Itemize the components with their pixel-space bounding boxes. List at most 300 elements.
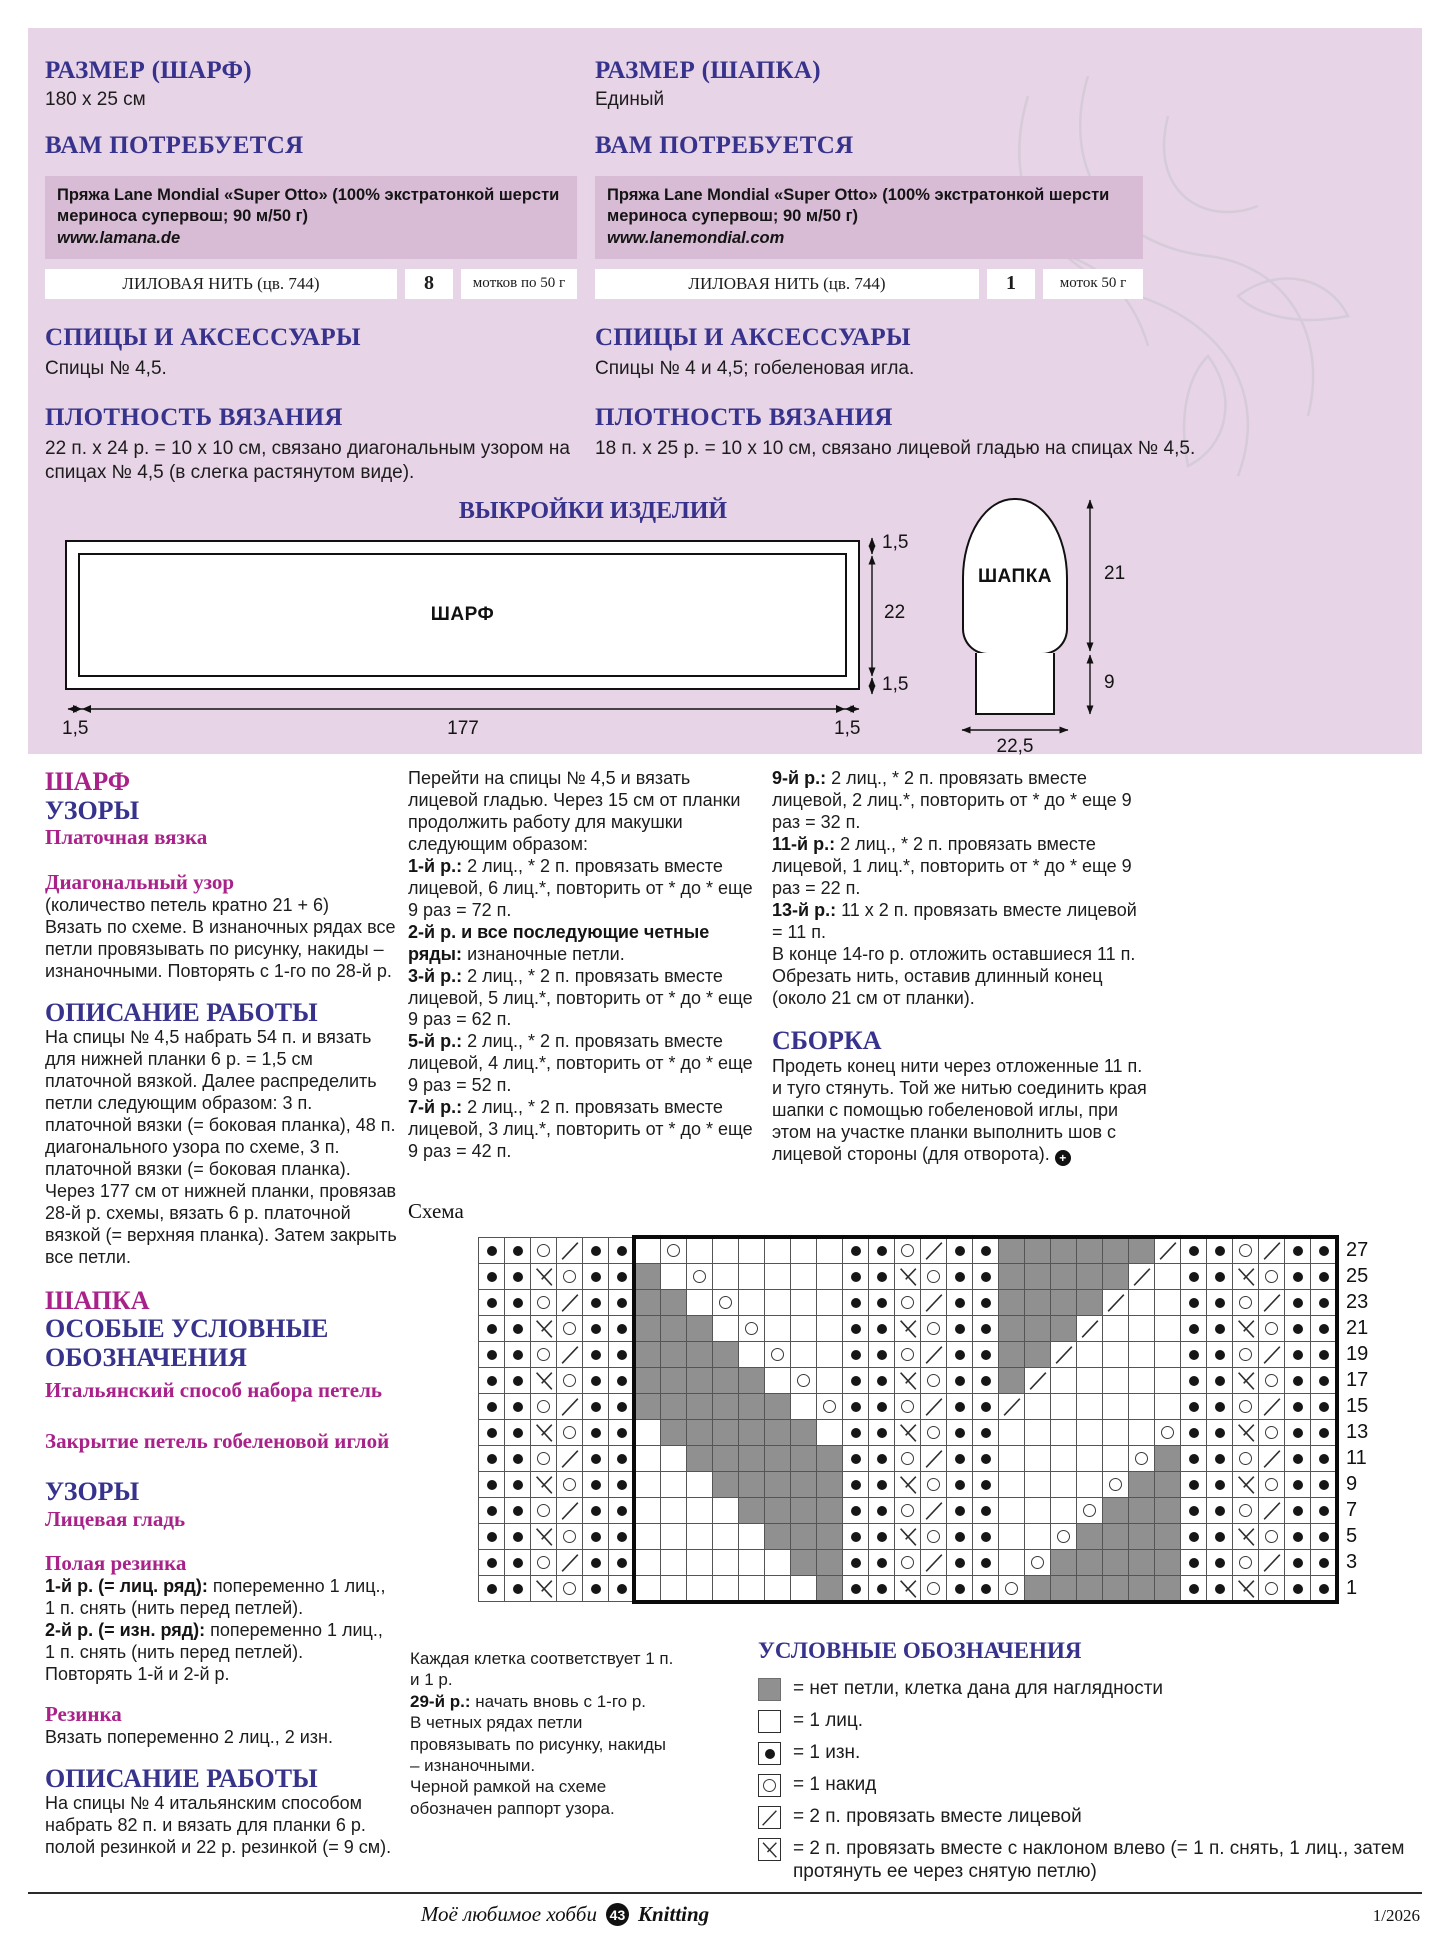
purl-dot-icon [487,1324,497,1334]
chart-cell [1103,1264,1129,1290]
chart-cell [713,1524,739,1550]
chart-cell [973,1368,999,1394]
chart-cell [505,1316,531,1342]
chart-cell [1181,1264,1207,1290]
purl-dot-icon [513,1558,523,1568]
diagonal-pattern-subheading: Диагональный узор [45,869,235,894]
yarnover-ring-icon [927,1530,940,1543]
left-slant-decrease-icon [896,1265,920,1289]
instruction-row: 11-й р.: 2 лиц., * 2 п. провязать вместе лицевой, 1 лиц.*, повторить от * до * еще 9 раз = 22 п. [772,833,1132,898]
chart-cell [739,1342,765,1368]
instruction-row: Обрезать нить, оставив длинный конец (около 21 см от планки). [772,965,1103,1008]
chart-grid [478,1237,1337,1602]
chart-cell [973,1576,999,1602]
hat-heading: ШАПКА [45,1285,150,1315]
purl-dot-icon [591,1532,601,1542]
chart-cell [817,1550,843,1576]
hat-dim-brim: 9 [1104,672,1115,693]
purl-dot-icon [591,1480,601,1490]
left-slant-decrease-icon [1234,1317,1258,1341]
chart-cell [843,1238,869,1264]
chart-cell [1207,1498,1233,1524]
chart-cell [661,1498,687,1524]
chart-cell [609,1394,635,1420]
chart-cell [1077,1472,1103,1498]
chart-cell [765,1394,791,1420]
purl-dot-icon [1215,1376,1225,1386]
chart-cell [1233,1290,1259,1316]
purl-dot-icon [877,1558,887,1568]
chart-cell [791,1342,817,1368]
chart-cell [791,1264,817,1290]
chart-cell [869,1550,895,1576]
scarf-work-heading: ОПИСАНИЕ РАБОТЫ [45,997,318,1027]
chart-cell [973,1498,999,1524]
chart-cell [843,1550,869,1576]
purl-dot-icon [487,1454,497,1464]
chart-cell [765,1342,791,1368]
chart-cell [1181,1238,1207,1264]
chart-cell [869,1576,895,1602]
purl-dot-icon [513,1324,523,1334]
purl-dot-icon [1215,1480,1225,1490]
chart-cell [1285,1368,1311,1394]
chart-cell [973,1446,999,1472]
purl-dot-icon [591,1272,601,1282]
chart-cell [1285,1524,1311,1550]
hat-yarn-text: Пряжа Lane Mondial «Super Otto» (100% экстратонкой шерсти мериноса супервош; 90 м/50 г) [607,185,1110,226]
purl-dot-icon [617,1350,627,1360]
scarf-yarn-unit: мотков по 50 г [461,269,577,299]
chart-cell [1025,1368,1051,1394]
chart-cell [557,1550,583,1576]
chart-cell [921,1550,947,1576]
chart-cell [1259,1264,1285,1290]
purl-dot-icon [765,1749,775,1759]
yarnover-ring-icon [719,1296,732,1309]
chart-cell [739,1446,765,1472]
purl-dot-icon [851,1480,861,1490]
chart-cell [1181,1498,1207,1524]
hat-special-heading: ОСОБЫЕ УСЛОВНЫЕ ОБОЗНАЧЕНИЯ [45,1314,329,1372]
chart-cell [1129,1316,1155,1342]
legend-item [758,1806,1410,1829]
purl-dot-icon [877,1402,887,1412]
chart-cell [1025,1472,1051,1498]
purl-dot-icon [1215,1532,1225,1542]
page-number-badge: 43 [606,1903,629,1926]
purl-dot-icon [981,1558,991,1568]
scarf-yarn-box [45,176,577,259]
hat-gauge-text: 18 п. х 25 р. = 10 х 10 см, связано лицевой гладью на спицах № 4,5. [595,438,1196,460]
chart-cell [1155,1264,1181,1290]
chart-cell [1155,1316,1181,1342]
chart-cell [1025,1420,1051,1446]
purl-dot-icon [1189,1532,1199,1542]
k2tog-icon [1260,1499,1284,1523]
yarnover-ring-icon [537,1400,550,1413]
footer-brand [0,1902,1130,1927]
yarnover-ring-icon [1239,1400,1252,1413]
yarnover-ring-icon [1239,1504,1252,1517]
chart-cell [895,1342,921,1368]
chart-cell [1025,1290,1051,1316]
chart-cell [661,1550,687,1576]
chart-row-number: 7 [1346,1499,1358,1521]
chart-cell [1025,1316,1051,1342]
yarnover-ring-icon [1265,1322,1278,1335]
chart-cell [1233,1576,1259,1602]
chart-cell [479,1394,505,1420]
legend-symbol-box [758,1806,781,1829]
chart-cell [687,1394,713,1420]
purl-dot-icon [617,1428,627,1438]
purl-dot-icon [1293,1454,1303,1464]
chart-cell [1103,1290,1129,1316]
chart-cell [895,1290,921,1316]
chart-cell [557,1342,583,1368]
purl-dot-icon [617,1272,627,1282]
legend-symbol-box [758,1710,781,1733]
chart-row [479,1290,1337,1316]
chart-cell [479,1290,505,1316]
hat-size-title: РАЗМЕР (ШАПКА) [595,57,821,84]
chart-cell [687,1472,713,1498]
k2tog-icon [558,1551,582,1575]
purl-dot-icon [487,1532,497,1542]
purl-dot-icon [1215,1402,1225,1412]
purl-dot-icon [1215,1324,1225,1334]
chart-row-number: 25 [1346,1265,1369,1287]
legend-item-text: = 2 п. провязать вместе с наклоном влево (= 1 п. снять, 1 лиц., затем протянуть ее через снятую петлю) [793,1838,1405,1882]
chart-cell [843,1316,869,1342]
tubular-rib-subheading: Полая резинка [45,1551,187,1576]
purl-dot-icon [981,1402,991,1412]
chart-cell [557,1498,583,1524]
chart-cell [739,1472,765,1498]
chart-cell [1077,1576,1103,1602]
chart-cell [635,1368,661,1394]
chart-cell [791,1420,817,1446]
chart-cell [947,1550,973,1576]
yarnover-ring-icon [927,1582,940,1595]
chart-cell [1233,1342,1259,1368]
chart-cell [1129,1420,1155,1446]
yarnover-ring-icon [1135,1452,1148,1465]
chart-cell [687,1316,713,1342]
yarnover-ring-icon [1265,1270,1278,1283]
purl-dot-icon [591,1584,601,1594]
chart-cell [635,1264,661,1290]
chart-cell [609,1472,635,1498]
scarf-schematic-inner [78,553,847,677]
purl-dot-icon [1319,1558,1329,1568]
purl-dot-icon [955,1584,965,1594]
yarnover-ring-icon [1265,1582,1278,1595]
scarf-needles-title: СПИЦЫ И АКСЕССУАРЫ [45,323,361,351]
purl-dot-icon [1215,1428,1225,1438]
chart-cell [895,1316,921,1342]
chart-cell [661,1290,687,1316]
chart-cell [557,1446,583,1472]
k2tog-icon [1052,1343,1076,1367]
purl-dot-icon [1319,1298,1329,1308]
k2tog-icon [558,1343,582,1367]
chart-cell [947,1420,973,1446]
chart-cell [557,1238,583,1264]
chart-cell [583,1576,609,1602]
diagonal-pattern-text: Вязать по схеме. В изнаночных рядах все петли провязывать по рисунку, накиды – изнаночными. Повторять с 1-го по 28-й р. [45,916,396,981]
chart-cell [609,1576,635,1602]
yarnover-ring-icon [901,1296,914,1309]
left-slant-decrease-icon [532,1421,556,1445]
hat-info-column [595,57,1196,461]
purl-dot-icon [591,1376,601,1386]
hat-work-heading: ОПИСАНИЕ РАБОТЫ [45,1763,318,1793]
left-slant-decrease-icon [532,1317,556,1341]
chart-cell [1311,1498,1337,1524]
chart-cell [947,1368,973,1394]
chart-cell [843,1420,869,1446]
chart-cell [1129,1472,1155,1498]
chart-cell [1129,1238,1155,1264]
yarnover-ring-icon [823,1400,836,1413]
legend-item-text: = 1 лиц. [793,1710,864,1731]
chart-cell [1207,1368,1233,1394]
chart-cell [817,1342,843,1368]
chart-cell [817,1394,843,1420]
chart-cell [661,1524,687,1550]
yarnover-ring-icon [537,1452,550,1465]
chart-cell [791,1576,817,1602]
chart-cell [1311,1550,1337,1576]
chart-cell [557,1394,583,1420]
chart-cell [1051,1368,1077,1394]
chart-cell [1155,1290,1181,1316]
yarnover-ring-icon [1239,1452,1252,1465]
chart-cell [843,1576,869,1602]
chart-cell [687,1420,713,1446]
chart-cell [479,1342,505,1368]
chart-cell [609,1446,635,1472]
purl-dot-icon [1189,1558,1199,1568]
chart-cell [583,1342,609,1368]
yarnover-ring-icon [901,1504,914,1517]
scarf-yarn-text: Пряжа Lane Mondial «Super Otto» (100% экстратонкой шерсти мериноса супервош; 90 м/50 г) [57,185,560,226]
chart-cell [1207,1264,1233,1290]
chart-cell [1025,1264,1051,1290]
chart-cell [921,1238,947,1264]
purl-dot-icon [877,1454,887,1464]
yarnover-ring-icon [901,1400,914,1413]
purl-dot-icon [1215,1246,1225,1256]
chart-cell [869,1368,895,1394]
purl-dot-icon [1215,1558,1225,1568]
chart-cell [1285,1420,1311,1446]
purl-dot-icon [1189,1298,1199,1308]
purl-dot-icon [513,1272,523,1282]
rib-subheading: Резинка [45,1701,122,1726]
chart-cell [973,1524,999,1550]
k2tog-icon [1130,1265,1154,1289]
purl-dot-icon [851,1298,861,1308]
chart-cell [1155,1472,1181,1498]
scarf-dim-mid: 22 [884,602,906,623]
chart-cell [635,1342,661,1368]
chart-cell [999,1342,1025,1368]
purl-dot-icon [851,1272,861,1282]
instruction-row: 9-й р.: 2 лиц., * 2 п. провязать вместе лицевой, 2 лиц.*, повторить от * до * еще 9 раз = 32 п. [772,768,1132,832]
italian-caston-subheading: Итальянский способ набора петель [45,1378,382,1403]
chart-cell [635,1316,661,1342]
chart-cell [531,1550,557,1576]
chart-cell [531,1524,557,1550]
instruction-row: Повторять 1-й и 2-й р. [45,1663,230,1684]
chart-cell [687,1264,713,1290]
purl-dot-icon [1215,1454,1225,1464]
k2tog-icon [759,1806,780,1830]
chart-row-number: 19 [1346,1343,1369,1365]
chart-cell [947,1290,973,1316]
chart-cell [895,1472,921,1498]
tapestry-bindoff-subheading: Закрытие петель гобеленовой иглой [45,1429,390,1454]
chart-cell [1181,1316,1207,1342]
left-slant-decrease-icon [1234,1265,1258,1289]
purl-dot-icon [513,1584,523,1594]
purl-dot-icon [877,1480,887,1490]
chart-cell [687,1238,713,1264]
scarf-schematic [65,540,860,690]
chart-row [479,1550,1337,1576]
purl-dot-icon [877,1584,887,1594]
assembly-text [772,1056,1150,1166]
purl-dot-icon [591,1454,601,1464]
assembly-heading: СБОРКА [772,1026,882,1056]
chart-cell [505,1394,531,1420]
chart-cell [947,1524,973,1550]
chart-cell [999,1316,1025,1342]
purl-dot-icon [617,1532,627,1542]
scarf-size-value: 180 x 25 см [45,89,146,111]
chart-cell [1129,1446,1155,1472]
scarf-size-title: РАЗМЕР (ШАРФ) [45,57,252,84]
chart-cell [1285,1498,1311,1524]
yarnover-ring-icon [771,1348,784,1361]
chart-cell [817,1290,843,1316]
chart-cell [1207,1446,1233,1472]
chart-cell [1051,1316,1077,1342]
chart-cell [895,1420,921,1446]
chart-cell [765,1524,791,1550]
chart-cell [1259,1368,1285,1394]
purl-dot-icon [1293,1402,1303,1412]
k2tog-icon [558,1499,582,1523]
hat-patterns-heading: УЗОРЫ [45,1476,140,1506]
tubular-rib-rows [45,1576,397,1686]
chart-cell [687,1290,713,1316]
chart-cell [1311,1394,1337,1420]
left-slant-decrease-icon [1234,1421,1258,1445]
chart-cell [635,1446,661,1472]
assembly-text-body: Продеть конец нити через отложенные 11 п. и туго стянуть. Той же нитью соединить края шапки с помощью гобеленовой иглы, при этом на участке планки выполнить шов с лицевой стороны (для отворота). [772,1056,1147,1164]
chart-cell [739,1420,765,1446]
yarnover-ring-icon [1239,1296,1252,1309]
chart-cell [1233,1420,1259,1446]
chart-cell [1259,1420,1285,1446]
purl-dot-icon [955,1402,965,1412]
chart-cell [999,1472,1025,1498]
instruction-row: 2-й р. (= изн. ряд): попеременно 1 лиц., 1 п. снять (нить перед петлей). [45,1619,383,1662]
purl-dot-icon [1189,1480,1199,1490]
chart-cell [479,1550,505,1576]
purl-dot-icon [851,1376,861,1386]
chart-cell [1129,1368,1155,1394]
chart-cell [635,1238,661,1264]
k2tog-icon [1000,1395,1024,1419]
yarnover-ring-icon [563,1374,576,1387]
purl-dot-icon [1189,1428,1199,1438]
purl-dot-icon [955,1246,965,1256]
chart-cell [1077,1498,1103,1524]
chart-cell [1233,1524,1259,1550]
chart-cell [843,1290,869,1316]
chart-row-number: 13 [1346,1421,1369,1443]
k2tog-icon [922,1499,946,1523]
purl-dot-icon [955,1454,965,1464]
purl-dot-icon [617,1480,627,1490]
chart-row-number: 27 [1346,1239,1369,1261]
chart-cell [1233,1446,1259,1472]
chart-cell [1051,1472,1077,1498]
chart-cell [583,1368,609,1394]
chart-cell [609,1420,635,1446]
scarf-yarn-row [45,269,577,299]
chart-cell [1155,1498,1181,1524]
chart-cell [713,1264,739,1290]
chart-cell [765,1368,791,1394]
purl-dot-icon [591,1246,601,1256]
purl-dot-icon [981,1506,991,1516]
yarnover-ring-icon [1265,1530,1278,1543]
yarnover-ring-icon [563,1270,576,1283]
chart-cell [687,1576,713,1602]
chart-cell [531,1368,557,1394]
chart-cell [973,1342,999,1368]
instruction-row: 2-й р. и все последующие четные ряды: изнаночные петли. [408,921,710,964]
chart-cell [583,1394,609,1420]
chart-cell [1233,1316,1259,1342]
chart-cell [817,1238,843,1264]
chart-cell [1259,1290,1285,1316]
chart-cell [895,1498,921,1524]
purl-dot-icon [617,1454,627,1464]
purl-dot-icon [1215,1506,1225,1516]
hat-needles-text: Спицы № 4 и 4,5; гобеленовая игла. [595,358,915,380]
purl-dot-icon [851,1246,861,1256]
left-slant-decrease-icon [1234,1369,1258,1393]
chart-cell [609,1524,635,1550]
chart-row [479,1576,1337,1602]
chart-cell [505,1446,531,1472]
chart-cell [947,1238,973,1264]
chart-cell [817,1316,843,1342]
chart-cell [479,1524,505,1550]
purl-dot-icon [981,1480,991,1490]
purl-dot-icon [1189,1584,1199,1594]
chart-cell [1103,1498,1129,1524]
legend-symbol-box [758,1678,781,1701]
chart-cell [869,1342,895,1368]
